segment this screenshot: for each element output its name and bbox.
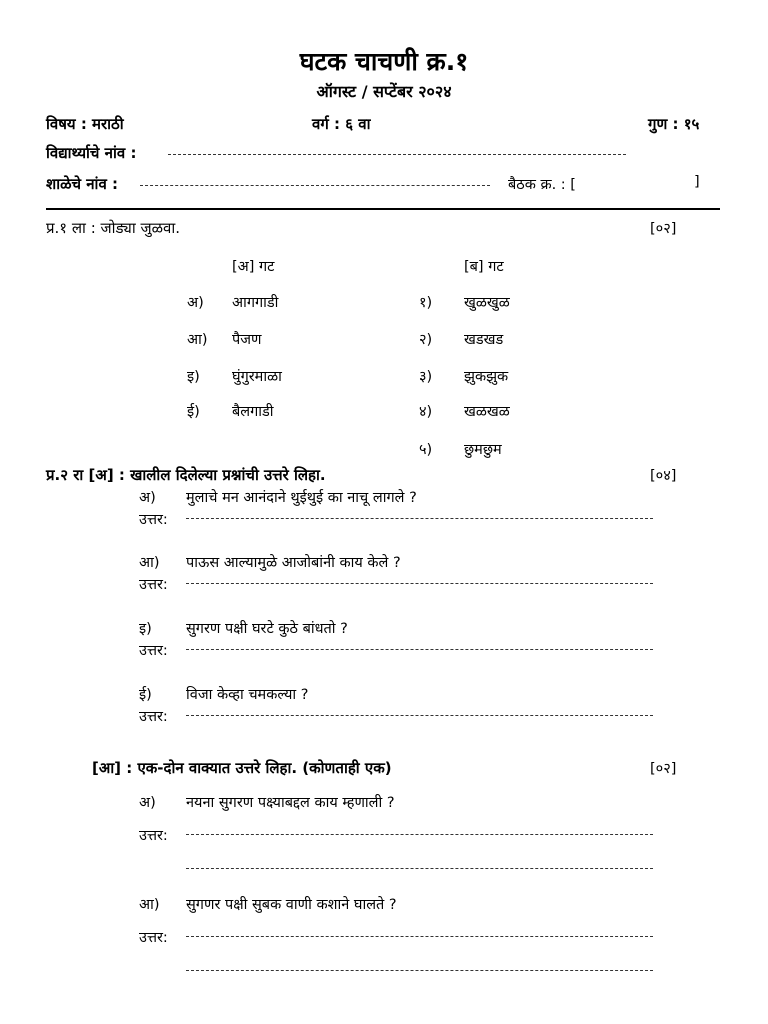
answer-label: उत्तर: [139,512,168,528]
list-item: खडखड [464,332,504,348]
q1-title: प्र.१ ला : जोड्या जुळवा. [46,219,181,237]
list-item-marker: २) [419,332,433,348]
question-marker: अ) [139,490,156,506]
q2b-marks: [०२] [650,761,677,777]
q1-col-a-header: [अ] गट [232,259,275,275]
seat-no-close: ] [694,174,700,190]
question-text: विजा केव्हा चमकल्या ? [186,687,309,703]
class-label: वर्ग : ६ वा [312,115,371,133]
list-item-marker: ई) [187,404,200,420]
answer-line[interactable] [186,936,653,937]
answer-label: उत्तर: [139,709,168,725]
list-item-marker: १) [419,295,433,311]
list-item: पैजण [232,332,262,348]
question-text: पाऊस आल्यामुळे आजोबांनी काय केले ? [186,555,401,571]
answer-line[interactable] [186,649,653,650]
list-item: आगगाडी [232,295,279,311]
question-text: सुगरण पक्षी घरटे कुठे बांधतो ? [186,621,348,637]
list-item: खळखळ [464,404,510,420]
q1-col-b-header: [ब] गट [464,259,504,275]
question-marker: आ) [139,897,160,913]
q2b-title: [आ] : एक-दोन वाक्यात उत्तरे लिहा. (कोणताही एक) [92,759,392,777]
question-marker: अ) [139,795,156,811]
answer-label: उत्तर: [139,577,168,593]
seat-no-label: बैठक क्र. : [ [508,177,576,193]
student-name-label: विद्यार्थ्याचे नांव : [46,144,137,162]
q1-marks: [०२] [650,221,677,237]
question-text: सुगणर पक्षी सुबक वाणी कशाने घालते ? [186,897,397,913]
answer-line[interactable] [186,583,653,584]
q2a-title: प्र.२ रा [अ] : खालील दिलेल्या प्रश्नांची उत्तरे लिहा. [46,466,326,484]
list-item-marker: ३) [419,369,433,385]
answer-line[interactable] [186,970,653,971]
answer-line[interactable] [186,868,653,869]
question-marker: आ) [139,555,160,571]
list-item-marker: इ) [187,369,200,385]
list-item: खुळखुळ [464,295,510,311]
page-title: घटक चाचणी क्र.१ [299,47,469,76]
answer-line[interactable] [186,518,653,519]
marks-label: गुण : १५ [648,115,700,133]
question-marker: इ) [139,621,152,637]
list-item-marker: अ) [187,295,204,311]
list-item: झुकझुक [464,369,509,385]
list-item: बैलगाडी [232,404,274,420]
student-name-line[interactable] [168,154,626,155]
exam-session: ऑगस्ट / सप्टेंबर २०२४ [316,82,452,101]
answer-label: उत्तर: [139,930,168,946]
list-item: छुमछुम [464,442,502,458]
answer-label: उत्तर: [139,828,168,844]
subject-label: विषय : मराठी [46,115,124,133]
answer-label: उत्तर: [139,643,168,659]
school-name-line[interactable] [140,185,490,186]
question-text: नयना सुगरण पक्ष्याबद्दल काय म्हणाली ? [186,795,395,811]
list-item: घुंगुरमाळा [232,369,282,385]
question-text: मुलाचे मन आनंदाने थुईथुई का नाचू लागले ? [186,490,417,506]
header-divider [46,208,720,210]
answer-line[interactable] [186,834,653,835]
q2a-marks: [०४] [650,468,677,484]
school-name-label: शाळेचे नांव : [46,175,119,193]
list-item-marker: ४) [419,404,433,420]
answer-line[interactable] [186,715,653,716]
list-item-marker: ५) [419,442,433,458]
question-marker: ई) [139,687,152,703]
list-item-marker: आ) [187,332,208,348]
